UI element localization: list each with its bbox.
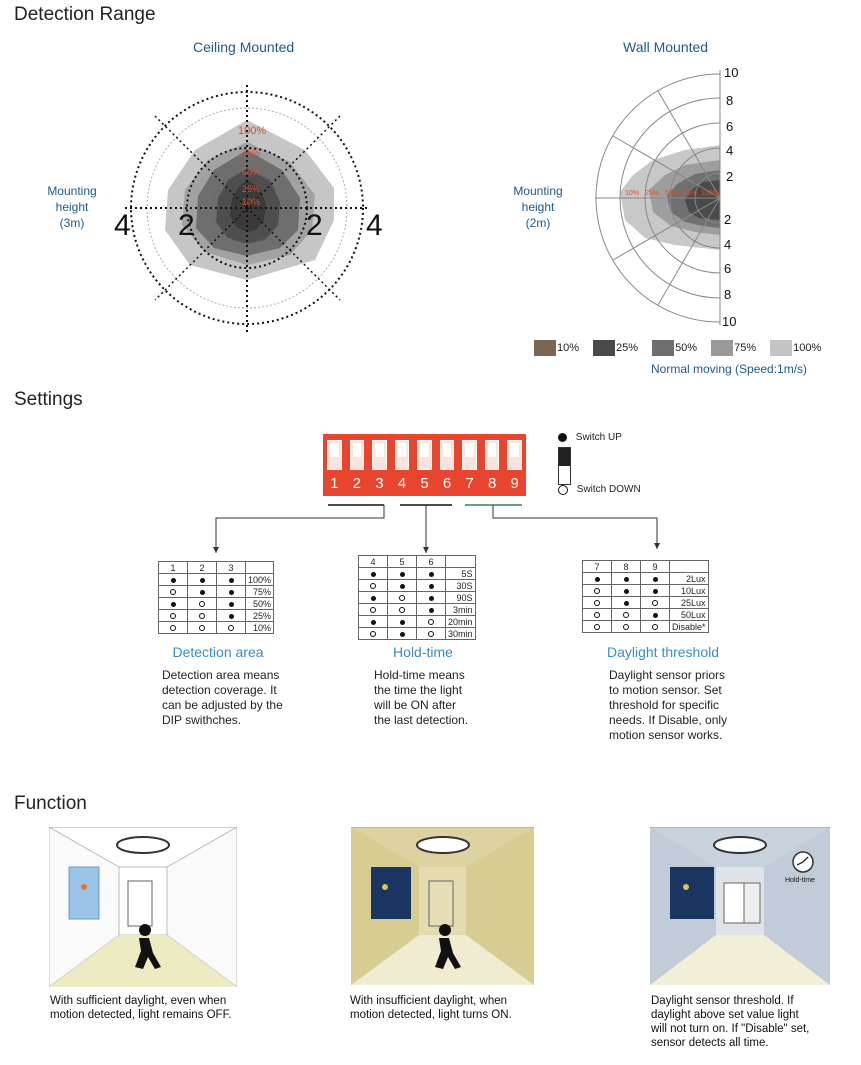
switch-state-cell (359, 568, 388, 580)
switch-state-cell (217, 610, 246, 622)
switch-up-dot-icon (371, 572, 376, 577)
wall-ring-label: 10% (625, 190, 640, 197)
switch-state-cell (641, 573, 670, 585)
desc-line: Hold-time means (374, 668, 465, 682)
switch-down-dot-icon (399, 607, 405, 613)
section-title-function: Function (14, 793, 87, 814)
switch-state-cell (188, 598, 217, 610)
dip-slot-8[interactable] (485, 440, 500, 470)
table-row (359, 616, 476, 628)
switch-state-cell (388, 616, 417, 628)
table-row (159, 622, 274, 634)
switch-state-cell (188, 574, 217, 586)
text-line: With insufficient daylight, when (350, 995, 508, 1007)
setting-value-cell: 30S (446, 580, 476, 592)
ceiling-axis-label: 4 (114, 209, 131, 242)
dip-slot-5[interactable] (417, 440, 432, 470)
ceiling-mounting-line3: (3m) (59, 216, 85, 230)
table-row (583, 573, 709, 585)
setting-value-cell: 25Lux (670, 597, 709, 609)
setting-value-cell: 2Lux (670, 573, 709, 585)
desc-line: to motion sensor. Set (609, 683, 722, 697)
table-header-cell: 3 (217, 562, 246, 574)
setting-value-cell: 25% (246, 610, 274, 622)
desc-line: needs. If Disable, only (609, 713, 728, 727)
dip-number: 4 (397, 475, 407, 492)
setting-value-cell: 3min (446, 604, 476, 616)
legend-swatch-50 (652, 340, 674, 356)
hollow-dot-icon (558, 485, 568, 495)
switch-down-dot-icon (594, 588, 600, 594)
desc-line: the time the light (374, 683, 463, 697)
switch-illustration (558, 447, 571, 485)
setting-value-cell: 10Lux (670, 585, 709, 597)
dip-number: 9 (510, 475, 519, 492)
switch-state-cell (159, 574, 188, 586)
text-line: will not turn on. If "Disable" set, (651, 1023, 810, 1035)
switch-down-dot-icon (594, 600, 600, 606)
hold-time-badge: Hold-time (785, 877, 815, 884)
legend-label-10: 10% (557, 341, 580, 354)
table-header-cell: 1 (159, 562, 188, 574)
dip-slot-2[interactable] (350, 440, 365, 470)
dip-slot-3[interactable] (372, 440, 387, 470)
switch-state-cell (612, 573, 641, 585)
desc-line: threshold for specific (609, 698, 720, 712)
switch-state-cell (217, 598, 246, 610)
detection-area-table (158, 561, 274, 634)
switch-state-cell (417, 568, 446, 580)
dip-knob (488, 443, 497, 457)
desc-line: DIP swithches. (162, 713, 242, 727)
setting-value-cell: 75% (246, 586, 274, 598)
text-line: motion detected, light turns ON. (350, 1009, 512, 1021)
switch-state-cell (359, 616, 388, 628)
switch-state-cell (159, 610, 188, 622)
switch-state-cell (388, 628, 417, 640)
switch-up-dot-icon (400, 632, 405, 637)
switch-state-cell (417, 604, 446, 616)
dip-number: 7 (465, 475, 474, 492)
ceiling-ring-label: 50% (242, 167, 261, 177)
switch-down-dot-icon (399, 595, 405, 601)
wall-mounting-line1: Mounting (513, 184, 563, 198)
ceiling-mounting-line2: height (55, 200, 89, 214)
hold-time-table (358, 555, 476, 640)
dip-number: 5 (420, 475, 429, 492)
table-header-cell (446, 556, 476, 568)
switch-up-legend (558, 432, 622, 443)
switch-down-dot-icon (594, 612, 600, 618)
table-row (359, 604, 476, 616)
switch-state-cell (417, 616, 446, 628)
dip-slot-7[interactable] (462, 440, 477, 470)
dip-number: 8 (487, 475, 497, 492)
setting-value-cell: 10% (246, 622, 274, 634)
switch-state-cell (583, 609, 612, 621)
table-header-cell: 4 (359, 556, 388, 568)
switch-up-dot-icon (595, 577, 600, 582)
dip-number: 2 (352, 475, 361, 492)
switch-state-cell (612, 585, 641, 597)
daylight-desc (609, 668, 727, 743)
table-row (159, 586, 274, 598)
wall-scale-label: 8 (724, 287, 732, 302)
legend-label-100: 100% (793, 341, 822, 354)
switch-up-dot-icon (200, 590, 205, 595)
switch-up-dot-icon (229, 602, 234, 607)
function-text-3 (651, 994, 809, 1050)
switch-up-dot-icon (624, 577, 629, 582)
detection-area-desc (162, 668, 283, 728)
wall-ring-label: 75% (683, 190, 698, 197)
text-line: sensor detects all time. (651, 1037, 769, 1049)
dip-slot-1[interactable] (327, 440, 342, 470)
table-header-row (159, 562, 274, 574)
switch-up-dot-icon (653, 589, 658, 594)
legend-label-75: 75% (734, 341, 757, 354)
ceiling-ring-label: 75% (242, 148, 261, 158)
filled-dot-icon (558, 433, 567, 442)
legend-swatch-75 (711, 340, 733, 356)
switch-state-cell (641, 597, 670, 609)
dip-slot-6[interactable] (440, 440, 455, 470)
switch-up-dot-icon (400, 584, 405, 589)
wall-scale-label: 6 (724, 261, 732, 276)
function-panel-light-on (351, 827, 534, 985)
switch-down-dot-icon (652, 600, 658, 606)
desc-line: Daylight sensor priors (609, 668, 726, 682)
switch-up-dot-icon (624, 601, 629, 606)
setting-value-cell: 20min (446, 616, 476, 628)
table-header-row (583, 561, 709, 573)
ceiling-polar-chart (110, 80, 390, 340)
wall-scale-label: 10 (722, 314, 737, 329)
ceiling-title: Ceiling Mounted (193, 39, 295, 55)
wall-scale-label: 10 (724, 65, 739, 80)
ceiling-mounting-line1: Mounting (47, 184, 97, 198)
switch-up-label: Switch UP (575, 432, 622, 443)
switch-state-cell (359, 592, 388, 604)
setting-value-cell: 50Lux (670, 609, 709, 621)
wall-scale-label: 2 (726, 169, 734, 184)
switch-state-cell (417, 628, 446, 640)
switch-up-dot-icon (653, 613, 658, 618)
dip-knob (465, 443, 474, 457)
dip-knob (510, 443, 519, 457)
switch-down-dot-icon (623, 612, 629, 618)
switch-down-dot-icon (199, 625, 205, 631)
function-text-2 (350, 994, 512, 1022)
ceiling-ring-label: 100% (238, 125, 267, 137)
setting-value-cell: 50% (246, 598, 274, 610)
daylight-table (582, 560, 709, 633)
switch-state-cell (583, 585, 612, 597)
ceiling-ring-label: 10% (242, 197, 261, 207)
wall-ring-label: 50% (665, 190, 680, 197)
switch-state-cell (359, 604, 388, 616)
switch-state-cell (159, 598, 188, 610)
switch-down-dot-icon (370, 607, 376, 613)
switch-up-dot-icon (653, 577, 658, 582)
table-row (583, 609, 709, 621)
switch-up-dot-icon (200, 578, 205, 583)
switch-state-cell (159, 586, 188, 598)
legend-note: Normal moving (Speed:1m/s) (651, 362, 808, 376)
table-row (159, 574, 274, 586)
switch-down-dot-icon (428, 631, 434, 637)
switch-up-dot-icon (371, 596, 376, 601)
section-title-detection-range: Detection Range (14, 4, 156, 25)
switch-state-cell (641, 609, 670, 621)
dip-knob (330, 443, 339, 457)
dip-slot-9[interactable] (507, 440, 522, 470)
legend (534, 339, 821, 357)
switch-state-cell (388, 604, 417, 616)
ceiling-ring-label: 25% (242, 184, 261, 194)
wall-ring-label: 100% (701, 190, 719, 197)
switch-up-dot-icon (171, 578, 176, 583)
switch-state-cell (159, 622, 188, 634)
switch-state-cell (417, 592, 446, 604)
text-line: motion detected, light remains OFF. (50, 1009, 232, 1021)
table-row (583, 585, 709, 597)
dip-knob (420, 443, 429, 457)
dip-number: 1 (330, 475, 339, 492)
wall-mounting-height (506, 183, 570, 231)
dip-number: 6 (442, 475, 452, 492)
switch-state-cell (217, 586, 246, 598)
switch-down-dot-icon (370, 583, 376, 589)
table-row (159, 610, 274, 622)
table-row (359, 568, 476, 580)
switch-up-dot-icon (429, 608, 434, 613)
switch-state-cell (612, 597, 641, 609)
table-header-cell: 7 (583, 561, 612, 573)
switch-down-dot-icon (623, 624, 629, 630)
table-header-cell (246, 562, 274, 574)
table-row (359, 628, 476, 640)
switch-up-dot-icon (229, 578, 234, 583)
switch-up-dot-icon (429, 584, 434, 589)
wall-scale-label: 2 (724, 212, 732, 227)
dip-switch (323, 434, 526, 496)
switch-down-dot-icon (199, 613, 205, 619)
switch-state-cell (359, 580, 388, 592)
switch-down-dot-icon (428, 619, 434, 625)
switch-up-dot-icon (229, 614, 234, 619)
switch-state-cell (417, 580, 446, 592)
text-line: Daylight sensor threshold. If (651, 995, 794, 1007)
switch-up-dot-icon (429, 572, 434, 577)
switch-down-dot-icon (652, 624, 658, 630)
switch-state-cell (217, 622, 246, 634)
dip-number: 3 (375, 475, 384, 492)
hold-time-desc (374, 668, 468, 728)
ceiling-axis-label: 2 (306, 209, 323, 242)
table-row (359, 580, 476, 592)
switch-up-dot-icon (624, 589, 629, 594)
ceiling-axis-label: 2 (178, 209, 195, 242)
switch-down-dot-icon (170, 589, 176, 595)
table-header-cell: 2 (188, 562, 217, 574)
dip-knob (375, 443, 384, 457)
wall-mounting-line2: height (521, 200, 555, 214)
switch-up-dot-icon (400, 572, 405, 577)
switch-up-dot-icon (371, 620, 376, 625)
legend-label-25: 25% (616, 341, 639, 354)
switch-up-dot-icon (229, 590, 234, 595)
switch-state-cell (583, 621, 612, 633)
table-header-cell: 9 (641, 561, 670, 573)
daylight-title: Daylight threshold (606, 644, 720, 660)
table-header-cell: 5 (388, 556, 417, 568)
desc-line: can be adjusted by the (162, 698, 283, 712)
switch-state-cell (583, 597, 612, 609)
switch-state-cell (388, 580, 417, 592)
desc-line: motion sensor works. (609, 728, 723, 742)
setting-value-cell: 5S (446, 568, 476, 580)
switch-state-cell (217, 574, 246, 586)
table-row (359, 592, 476, 604)
table-row (583, 621, 709, 633)
text-line: With sufficient daylight, even when (50, 995, 227, 1007)
switch-state-cell (612, 621, 641, 633)
desc-line: Detection area means (162, 668, 280, 682)
text-line: daylight above set value light (651, 1009, 799, 1021)
dip-slot-4[interactable] (395, 440, 410, 470)
switch-up-dot-icon (429, 596, 434, 601)
wall-scale-label: 8 (726, 93, 734, 108)
switch-up-dot-icon (171, 602, 176, 607)
switch-down-dot-icon (199, 601, 205, 607)
switch-state-cell (188, 586, 217, 598)
table-header-cell: 8 (612, 561, 641, 573)
switch-state-cell (188, 610, 217, 622)
detection-area-title: Detection area (172, 644, 264, 660)
legend-label-50: 50% (675, 341, 698, 354)
table-row (583, 597, 709, 609)
switch-state-cell (612, 609, 641, 621)
setting-value-cell: 90S (446, 592, 476, 604)
function-panel-daylight-off (49, 827, 237, 987)
dip-knob (353, 443, 362, 457)
legend-swatch-10 (534, 340, 556, 356)
table-header-cell: 6 (417, 556, 446, 568)
wall-ring-label: 25% (645, 190, 660, 197)
switch-state-cell (188, 622, 217, 634)
function-text-1 (50, 994, 232, 1022)
wall-scale-label: 4 (724, 237, 732, 252)
switch-state-cell (388, 592, 417, 604)
switch-down-dot-icon (370, 631, 376, 637)
function-panel-threshold (650, 827, 830, 985)
dip-knob (443, 443, 452, 457)
desc-line: the last detection. (374, 713, 469, 727)
wall-mounting-line3: (2m) (525, 216, 551, 230)
ceiling-mounting-height (40, 183, 104, 231)
dip-knob (398, 443, 407, 457)
setting-value-cell: 100% (246, 574, 274, 586)
wall-scale-label: 6 (726, 119, 734, 134)
switch-down-label: Switch DOWN (576, 484, 641, 495)
wall-title: Wall Mounted (623, 39, 709, 55)
setting-value-cell: Disable* (670, 621, 709, 633)
desc-line: will be ON after (374, 698, 457, 712)
ceiling-axis-label: 4 (366, 209, 383, 242)
table-row (159, 598, 274, 610)
switch-down-legend (558, 484, 641, 495)
table-header-cell (670, 561, 709, 573)
switch-down-dot-icon (170, 625, 176, 631)
switch-state-cell (388, 568, 417, 580)
switch-up-dot-icon (400, 620, 405, 625)
setting-value-cell: 30min (446, 628, 476, 640)
wall-polar-chart (585, 60, 750, 335)
switch-down-dot-icon (228, 625, 234, 631)
wall-scale-label: 4 (726, 143, 734, 158)
switch-state-cell (359, 628, 388, 640)
legend-swatch-100 (770, 340, 792, 356)
hold-time-title: Hold-time (393, 644, 453, 660)
legend-swatch-25 (593, 340, 615, 356)
table-header-row (359, 556, 476, 568)
switch-state-cell (583, 573, 612, 585)
switch-state-cell (641, 621, 670, 633)
switch-down-dot-icon (594, 624, 600, 630)
dip-connectors (0, 495, 861, 555)
switch-state-cell (641, 585, 670, 597)
section-title-settings: Settings (14, 389, 83, 410)
desc-line: detection coverage. It (162, 683, 277, 697)
switch-down-dot-icon (170, 613, 176, 619)
